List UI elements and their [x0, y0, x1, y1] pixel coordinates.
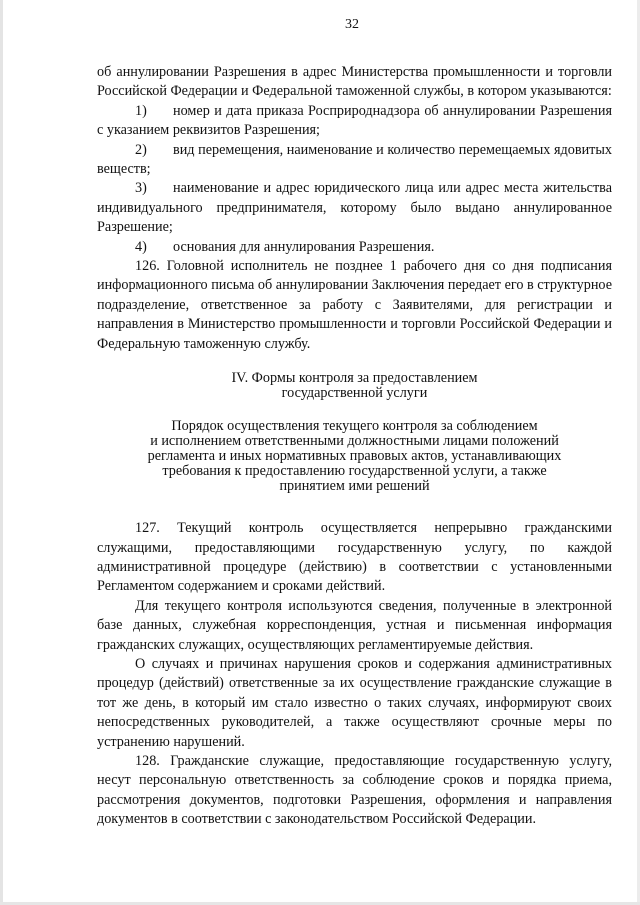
- section-title-line: государственной услуги: [281, 385, 428, 402]
- paragraph-intro: об аннулировании Разрешения в адрес Министерства промышленности и торговли Российской Федерации и Федеральной таможенной службы, в котором указываются:: [97, 64, 612, 100]
- section-title-line: IV. Формы контроля за предоставлением: [231, 370, 478, 387]
- list-item: [97, 179, 612, 237]
- subsection-title-line: регламента и иных нормативных правовых актов, устанавливающих: [147, 448, 562, 465]
- list-item-number: 1): [135, 102, 147, 119]
- list-item-text: основания для аннулирования Разрешения.: [173, 238, 435, 255]
- paragraph-128: 128. Гражданские служащие, предоставляющие государственную услугу, несут персональную ответственность за соблюдение сроков и порядка приема, рассмотрения документов, подготовки Разрешения, оформления и направления документов в соответствии с законодательством Российской Федерации.: [97, 752, 612, 828]
- list-item-number: 2): [135, 141, 147, 158]
- list-item-number: 3): [135, 180, 147, 197]
- list-item-number: 4): [135, 238, 147, 255]
- scan-edge-left: [0, 0, 3, 905]
- paragraph-127: 127. Текущий контроль осуществляется непрерывно гражданскими служащими, предоставляющими государственную услугу, по каждой административной процедуре (действию) в соответствии с установленными Регламентом содержанием и сроками действий.: [97, 520, 612, 595]
- subsection-title: [97, 419, 612, 494]
- subsection-title-line: требования к предоставлению государственной услуги, а также: [162, 463, 547, 480]
- paragraph-127-violations: О случаях и причинах нарушения сроков и содержания административных процедур (действий) ответственные за их осуществление гражданские служащие в тот же день, в который им стало известно о таких случаях, информируют своих непосредственных руководителей, а также осуществляют срочные меры по устранению нарушений.: [97, 655, 612, 750]
- list-item: [97, 141, 612, 180]
- list-item-text: номер и дата приказа Росприроднадзора об аннулировании Разрешения с указанием реквизитов Разрешения;: [97, 102, 612, 139]
- paragraph-127-sources: Для текущего контроля используются сведения, полученные в электронной базе данных, служебная корреспонденция, устная и письменная информация гражданских служащих, осуществляющих регламентируемые действия.: [97, 597, 612, 653]
- section-title: [97, 371, 612, 401]
- page-number: 32: [345, 17, 359, 32]
- subsection-title-line: Порядок осуществления текущего контроля за соблюдением: [171, 418, 538, 435]
- list-item-text: наименование и адрес юридического лица или адрес места жительства индивидуального предпринимателя, которому было выдано аннулированное Разрешение;: [97, 180, 612, 236]
- list-item: [97, 238, 612, 257]
- list-item-text: вид перемещения, наименование и количество перемещаемых ядовитых веществ;: [97, 141, 612, 178]
- subsection-title-line: принятием ими решений: [279, 478, 430, 495]
- list-item: [97, 102, 612, 141]
- document-body: [97, 63, 612, 830]
- paragraph-126: 126. Головной исполнитель не позднее 1 рабочего дня со дня подписания информационного письма об аннулировании Заключения передает его в структурное подразделение, ответственное за работу с Заявителями, для регистрации и направления в Министерство промышленности и торговли Российской Федерации и Федеральную таможенную службу.: [97, 258, 612, 352]
- subsection-title-line: и исполнением ответственными должностными лицами положений: [150, 433, 559, 450]
